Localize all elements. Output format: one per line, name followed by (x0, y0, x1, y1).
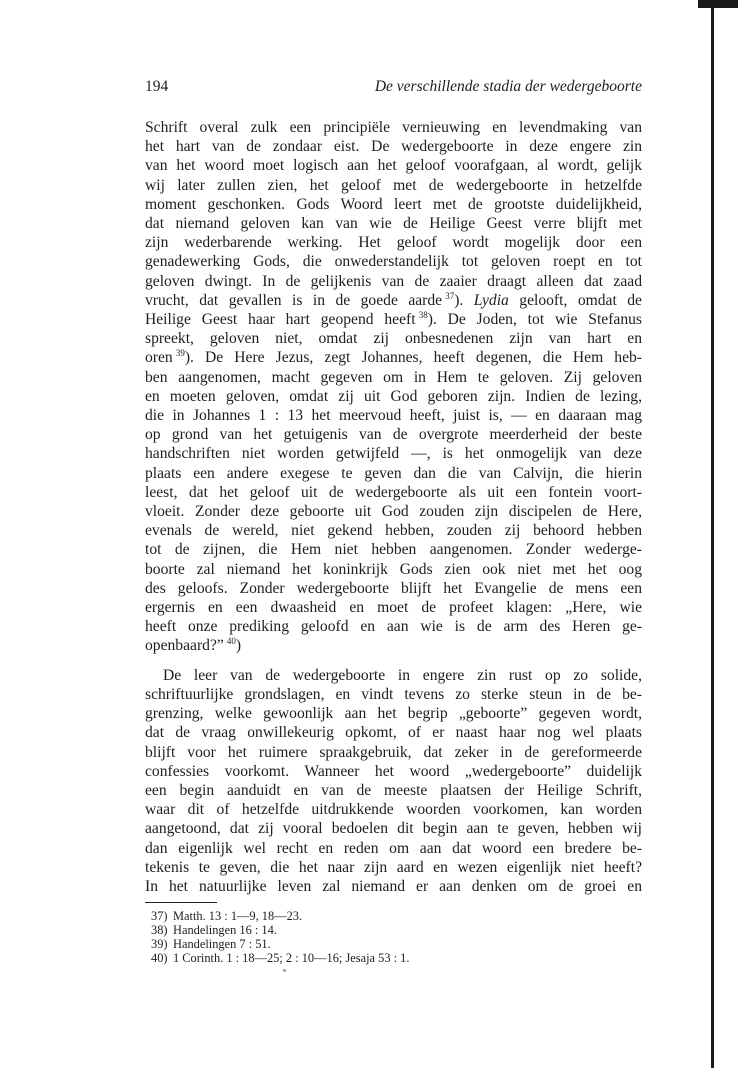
text-segment: ). De Joden, tot wie Stefanus (427, 311, 642, 329)
text-line: wij later zullen zien, het geloof met de wedergeboorte in hetzelfde (145, 176, 642, 194)
footnote-ref: 37 (445, 290, 455, 301)
footnote-ref: 39 (175, 348, 185, 359)
footnote (145, 923, 642, 937)
footnote (145, 937, 642, 951)
text-segment: ). De Here Jezus, zegt Johannes, heeft degenen, die Hem heb- (184, 349, 642, 367)
footnote-text: Matth. 13 : 1—9, 18—23. (173, 909, 303, 924)
footnote-text: Handelingen 16 : 14. (173, 923, 277, 938)
footnotes (145, 909, 642, 965)
footnote-ref: 38 (418, 310, 428, 321)
text-line: dan eigenlijk wel recht en reden om aan dat woord een bredere be- (145, 839, 642, 857)
footnote-ref: 40 (226, 636, 236, 647)
footnote-number: 39) (151, 937, 168, 952)
text-line: aangetoond, dat zij vooral bedoelen dit begin aan te geven, hebben wij (145, 820, 642, 838)
text-line: die in Johannes 1 : 13 het meervoud heeft, juist is, — en daaraan mag (145, 407, 642, 425)
paragraph-1 (145, 118, 642, 656)
footnote-number: 38) (151, 923, 168, 938)
footnote (145, 909, 642, 923)
text-line (145, 348, 642, 367)
page-number: 194 (145, 78, 169, 95)
text-segment: ) (235, 637, 242, 655)
footnote-text: Handelingen 7 : 51. (173, 937, 271, 952)
text-line: van het woord moet logisch aan het geloof voorafgaan, al wordt, gelijk (145, 157, 642, 175)
text-line: leest, dat het geloof uit de wedergeboorte als uit een fontein voort- (145, 483, 642, 501)
running-head (145, 78, 642, 104)
text-line: boorte zal niemand het koninkrijk Gods zien ook niet met het oog (145, 560, 642, 578)
text-segment: ). (454, 291, 474, 309)
text-line: vloeit. Zonder deze geboorte uit God zouden zijn discipelen de Here, (145, 503, 642, 521)
text-line (145, 291, 642, 310)
text-line: op grond van het getuigenis van de overgrote meerderheid der beste (145, 426, 642, 444)
text-line: geloven dwingt. In de gelijkenis van de zaaier draagt alleen dat zaad (145, 272, 642, 290)
text-line: Schrift overal zulk een principiële vernieuwing en levendmaking van (145, 119, 642, 136)
text-line: evenals de wereld, niet gekend hebben, zouden zij behoord hebben (145, 522, 642, 540)
text-line: waar dit of hetzelfde uitdrukkende woorden voorkomen, kan worden (145, 801, 642, 819)
footnote-number: 40) (151, 951, 168, 966)
text-line: dat niemand geloven kan van wie de Heilige Geest verre blijft met (145, 215, 642, 233)
text-line: blijft voor het ruimere spraakgebruik, dat zeker in de gereformeerde (145, 743, 642, 761)
text-line: en moeten geloven, omdat zij uit God geboren zijn. Indien de lezing, (145, 387, 642, 405)
footnote-rule (145, 902, 217, 903)
text-line: ergernis en een dwaasheid en moet de profeet klagen: „Here, wie (145, 599, 642, 617)
text-line (145, 310, 642, 329)
text-line: des geloofs. Zonder wedergeboorte blijft het Evangelie de mens een (145, 579, 642, 597)
text-line: moment geschonken. Gods Woord leert met de grootste duidelijkheid, (145, 195, 642, 213)
page-edge-top (698, 0, 738, 8)
text-line: het hart van de zondaar eist. De wedergeboorte in deze engere zin (145, 138, 642, 156)
footnote (145, 951, 642, 965)
text-line: ben aangenomen, macht gegeven om in Hem te geloven. Zij geloven (145, 368, 642, 386)
page-edge (710, 0, 738, 1068)
footnote-number: 37) (151, 909, 168, 924)
text-line: grenzing, welke gewoonlijk aan het begrip „geboorte” gegeven wordt, (145, 705, 642, 723)
text-line: confessies voorkomt. Wanneer het woord „wedergeboorte” duidelijk (145, 762, 642, 780)
running-title: De verschillende stadia der wedergeboorte (374, 78, 642, 95)
emphasis: Lydia (473, 291, 509, 309)
text-line: tekenis te geven, die het naar zijn aard en wezen eigenlijk niet heeft? (145, 858, 642, 876)
text-line: De leer van de wedergeboorte in engere zin rust op zo solide, (163, 666, 642, 684)
text-line (145, 636, 642, 655)
text-line: een begin aanduidt en van de meeste plaatsen der Heilige Schrift, (145, 781, 642, 799)
footnote-text: 1 Corinth. 1 : 18—25; 2 : 10—16; Jesaja 53 : 1. (173, 951, 410, 966)
text-segment: gelooft, omdat de (508, 291, 642, 309)
text-line: In het natuurlijke leven zal niemand er aan denken om de groei en (145, 877, 642, 895)
text-segment: openbaard?” (145, 637, 224, 655)
text-line: handschriften niet worden getwijfeld —, is het onmogelijk van deze (145, 445, 642, 463)
text-line: genadewerking Gods, die onwederstandelijk tot geloven roept en tot (145, 253, 642, 271)
text-line: dat de vraag onwillekeurig opkomt, of er naast haar nog wel plaats (145, 724, 642, 742)
text-line: schriftuurlijke grondslagen, en vindt tevens zo sterke steun in de be- (145, 685, 642, 703)
text-line: tot de zijnen, die Hem niet hebben aangenomen. Zonder wederge- (145, 541, 642, 559)
page-body (145, 78, 642, 965)
text-line: zijn wederbarende werking. Het geloof wordt mogelijk door een (145, 234, 642, 252)
speck (283, 969, 286, 972)
text-line: spreekt, geloven niet, omdat zij onbesnedenen zijn van hart en (145, 330, 642, 348)
page-edge-line (711, 0, 714, 1068)
text-line: heeft onze prediking geloofd en aan wie is de arm des Heren ge- (145, 618, 642, 636)
paragraph-2 (145, 666, 642, 896)
text-segment: Heilige Geest haar hart geopend heeft (145, 311, 416, 329)
text-line: plaats een andere exegese te geven dan die van Calvijn, die hierin (145, 464, 642, 482)
text-segment: vrucht, dat gevallen is in de goede aarde (145, 291, 443, 309)
text-segment: oren (145, 349, 173, 367)
